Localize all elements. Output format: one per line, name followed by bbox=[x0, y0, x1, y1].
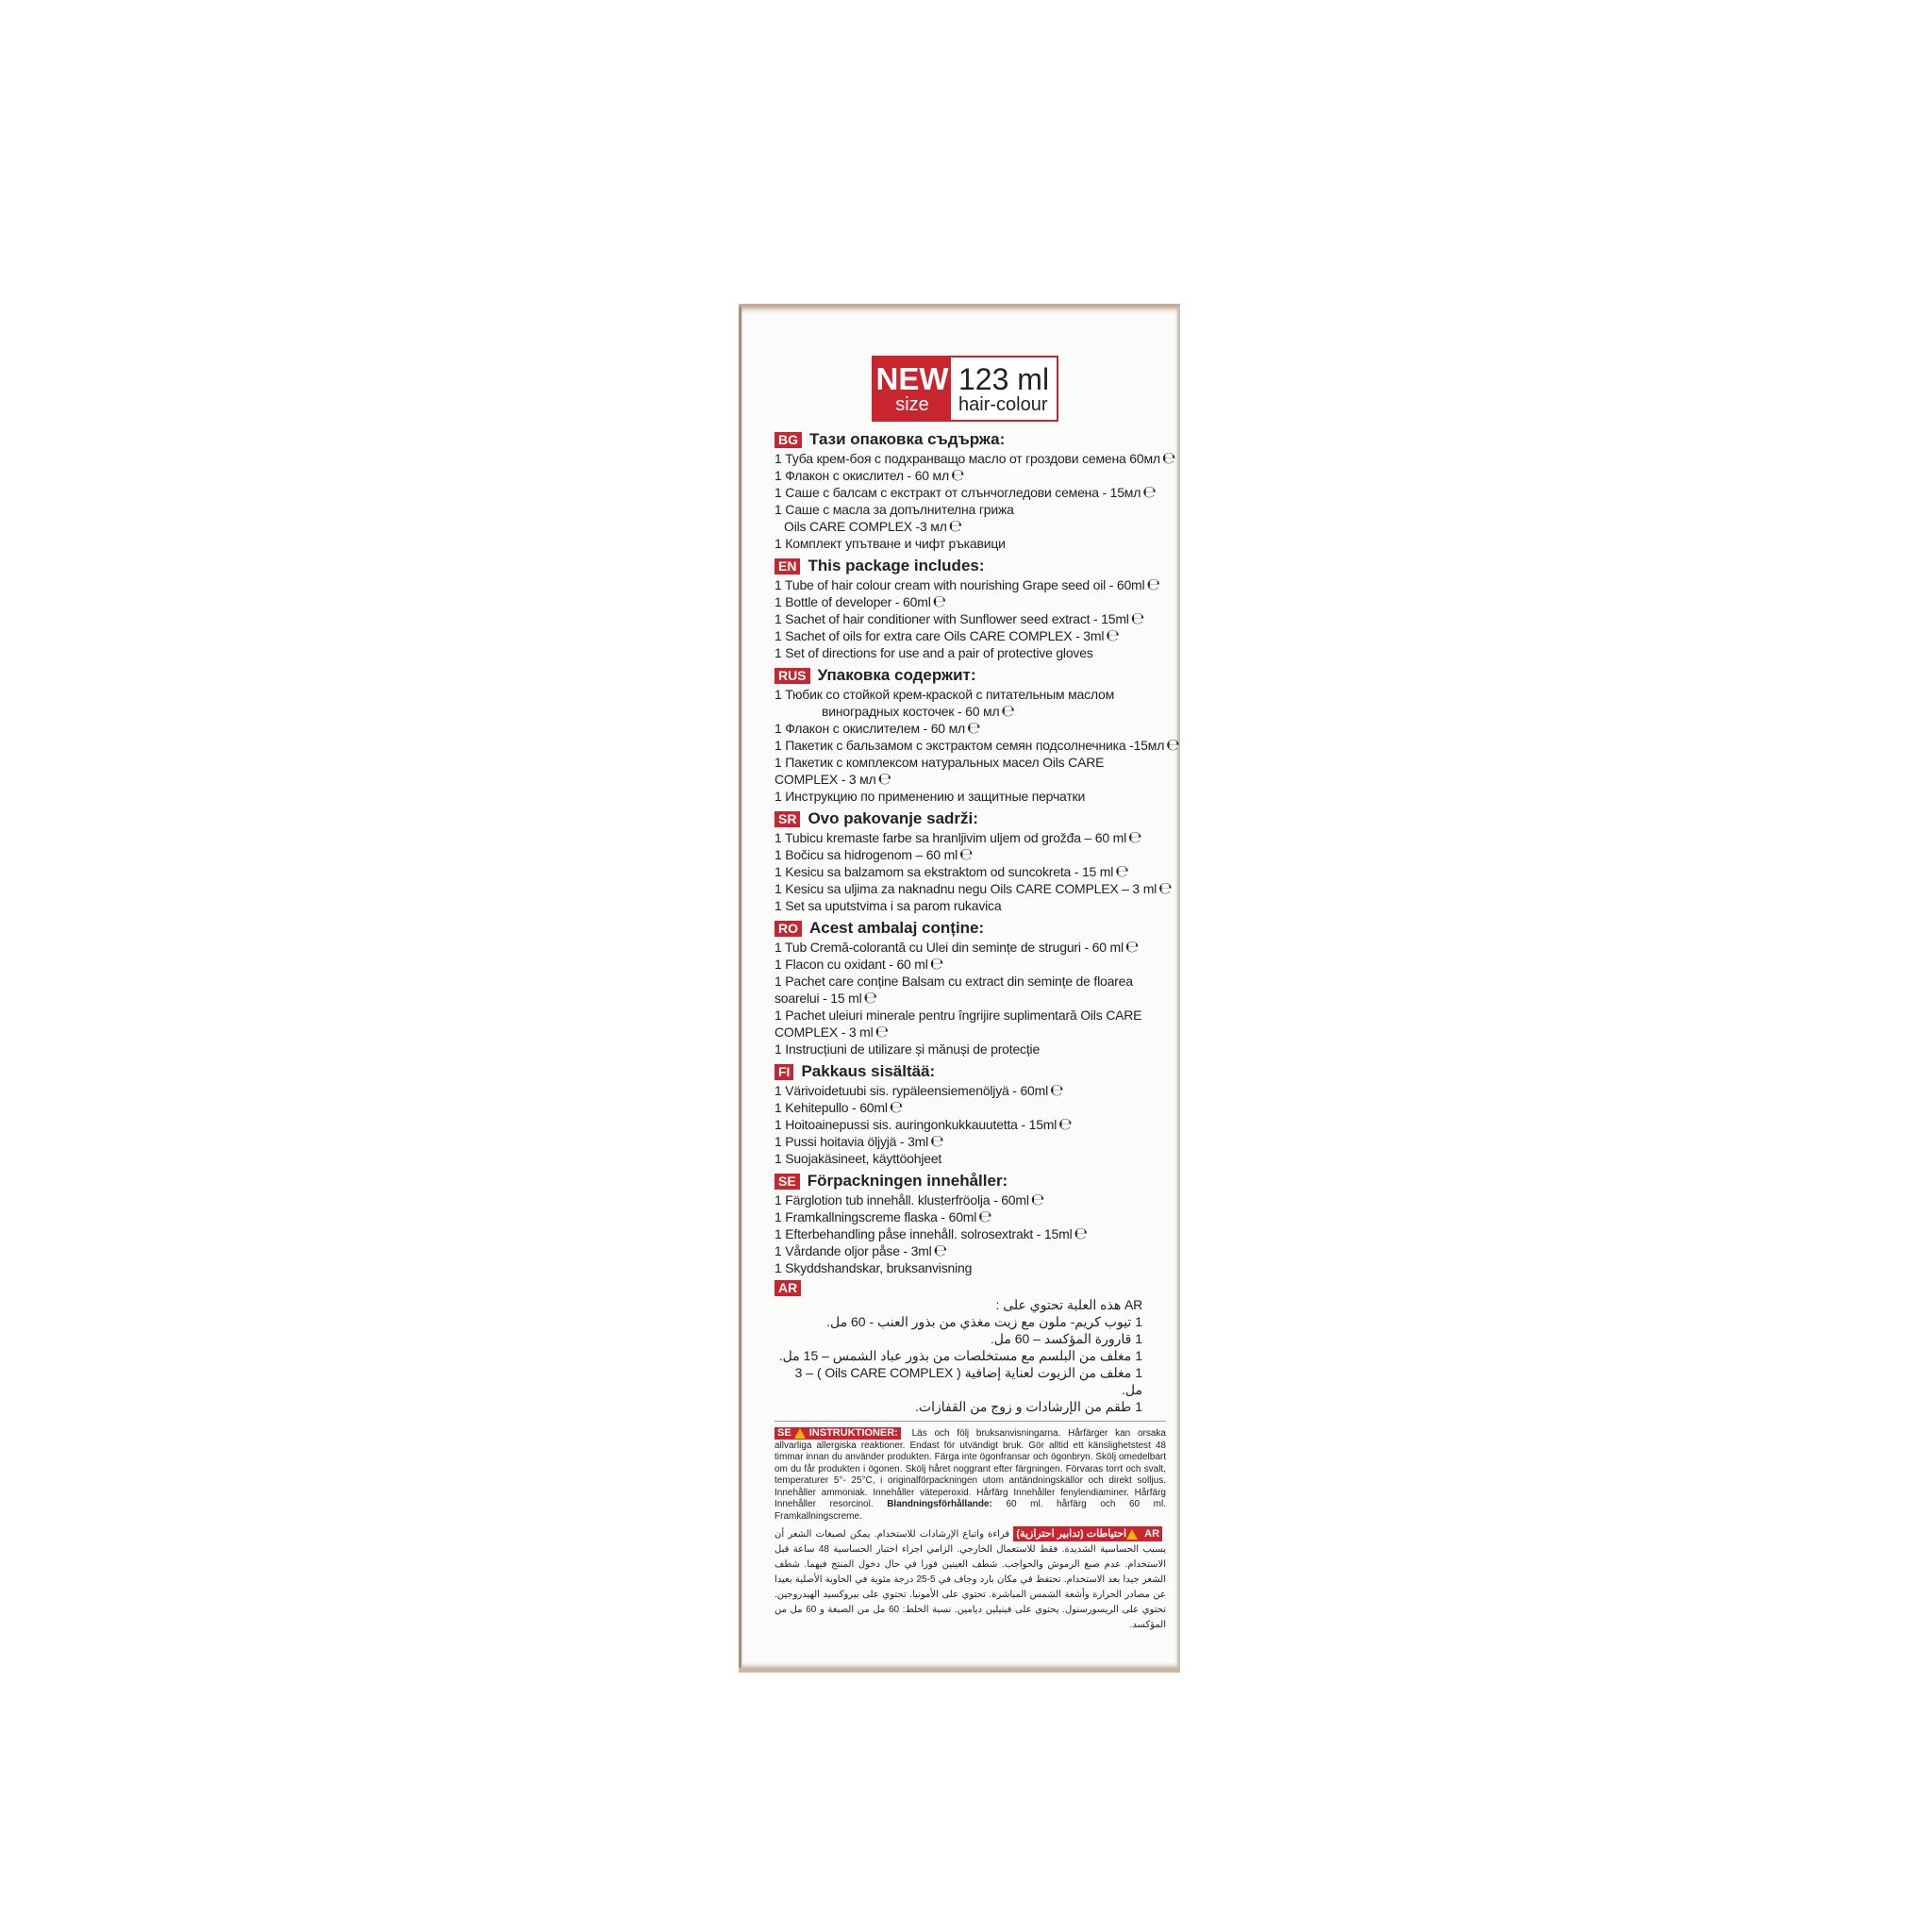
estimated-sign-icon: ℮ bbox=[1161, 449, 1176, 468]
section-ar bbox=[774, 1280, 1166, 1415]
warning-se-tag: SE INSTRUKTIONER: bbox=[774, 1427, 901, 1440]
list-item: 1 Kesicu sa uljima za naknadnu negu Oils CARE COMPLEX – 3 ml ℮ bbox=[774, 879, 1173, 898]
list-item: 1 Instrucțiuni de utilizare și mănuși de protecție bbox=[774, 1041, 1041, 1057]
estimated-sign-icon: ℮ bbox=[966, 719, 981, 738]
list-item: 1 Пакетик с бальзамом с экстрактом семян подсолнечника -15мл ℮ bbox=[774, 736, 1180, 755]
lang-tag-se: SE bbox=[774, 1174, 800, 1190]
list-item: 1 طقم من الإرشادات و زوج من القفازات. bbox=[915, 1399, 1142, 1414]
badge-new-text: NEW bbox=[875, 361, 949, 396]
estimated-sign-icon: ℮ bbox=[877, 770, 891, 789]
box-bottom-edge bbox=[739, 1668, 1180, 1673]
list-item: COMPLEX - 3 ml ℮ bbox=[774, 1023, 889, 1041]
list-item: 1 Инструкцию по применению и защитные перчатки bbox=[774, 789, 1086, 804]
section-bg bbox=[774, 429, 1176, 552]
list-item: 1 Tub Cremă-colorantă cu Ulei din semințe de struguri - 60 ml ℮ bbox=[774, 938, 1140, 957]
list-item: 1 مغلف من البلسم مع مستخلصات من بذور عباد الشمس – 15 مل. bbox=[778, 1348, 1142, 1363]
estimated-sign-icon: ℮ bbox=[1001, 702, 1015, 721]
estimated-sign-icon: ℮ bbox=[948, 517, 962, 536]
lang-tag-bg: BG bbox=[774, 432, 802, 448]
list-item: 1 Туба крем-боя с подхранващо масло от гроздови семена 60мл ℮ bbox=[774, 449, 1176, 468]
estimated-sign-icon: ℮ bbox=[1146, 575, 1160, 594]
estimated-sign-icon: ℮ bbox=[1130, 609, 1145, 628]
list-item: 1 Efterbehandling påse innehåll. solrosextrakt - 15ml ℮ bbox=[774, 1224, 1088, 1243]
estimated-sign-icon: ℮ bbox=[1106, 626, 1120, 645]
list-item: 1 Саше с масла за допълнителна грижа bbox=[774, 502, 1014, 517]
warning-triangle-icon bbox=[794, 1428, 806, 1439]
estimated-sign-icon: ℮ bbox=[1166, 736, 1180, 755]
estimated-sign-icon: ℮ bbox=[874, 1023, 889, 1041]
estimated-sign-icon: ℮ bbox=[929, 955, 944, 974]
lang-tag-fi: FI bbox=[774, 1064, 793, 1080]
list-item: 1 Sachet of oils for extra care Oils CARE COMPLEX - 3ml ℮ bbox=[774, 626, 1120, 645]
section-rus bbox=[774, 665, 1180, 805]
list-item: 1 Sachet of hair conditioner with Sunflower seed extract - 15ml ℮ bbox=[774, 609, 1145, 628]
lang-tag-ro: RO bbox=[774, 921, 802, 937]
section-title-fi: Pakkaus sisältää: bbox=[801, 1062, 936, 1080]
section-title-se: Förpackningen innehåller: bbox=[807, 1172, 1008, 1190]
list-item: 1 Färglotion tub innehåll. klusterfröolja - 60ml ℮ bbox=[774, 1191, 1045, 1209]
section-sr bbox=[774, 808, 1173, 914]
list-item: 1 Bočicu sa hidrogenom – 60 ml ℮ bbox=[774, 845, 974, 864]
list-item: Oils CARE COMPLEX -3 мл ℮ bbox=[784, 517, 962, 536]
estimated-sign-icon: ℮ bbox=[959, 845, 974, 864]
mixing-ratio-text: 60 ml. hårfärg och 60 ml. Framkallningscreme. bbox=[774, 1499, 1167, 1522]
section-ro bbox=[774, 918, 1166, 1058]
lang-tag-sr: SR bbox=[774, 811, 800, 827]
list-item: 1 تيوب كريم- ملون مع زيت مغذي من بذور العنب - 60 مل. bbox=[826, 1314, 1142, 1329]
estimated-sign-icon: ℮ bbox=[1142, 483, 1157, 502]
list-item: 1 Kehitepullo - 60ml ℮ bbox=[774, 1098, 904, 1117]
product-box-side-panel bbox=[739, 307, 1180, 1670]
lang-tag-rus: RUS bbox=[774, 668, 810, 684]
estimated-sign-icon: ℮ bbox=[1124, 938, 1140, 957]
lang-tag-en: EN bbox=[774, 558, 800, 575]
list-item: 1 Hoitoainepussi sis. auringonkukkauutetta - 15ml ℮ bbox=[774, 1115, 1073, 1134]
list-item: 1 Vårdande oljor påse - 3ml ℮ bbox=[774, 1241, 947, 1260]
estimated-sign-icon: ℮ bbox=[1158, 879, 1173, 898]
list-item: 1 Värivoidetuubi sis. rypäleensiemenöljyä - 60ml ℮ bbox=[774, 1081, 1064, 1100]
section-se bbox=[774, 1171, 1166, 1276]
badge-volume-block bbox=[951, 358, 1057, 420]
warning-se-text: Läs och följ bruksanvisningarna. Hårfärger kan orsaka allvarliga allergiska reaktioner. Endast för utvändigt bruk. Gör alltid ett känslighetstest 48 timmar innan du använder produkten. Färga inte ögonfransar och ögonbryn. Skölj omedelbart om du får produkten i ögonen. Skölj håret noggrant efter färgningen. Förvaras torrt och svalt, temperaturer 5°- 25°C, i originalförpackningen utom antändningskällor och direkt solljus. Innehåller ammoniak. Innehåller väteperoxid. Hårfärg Innehåller fenylendiaminer. Hårfärg Innehåller resorcinol. bbox=[774, 1428, 1166, 1509]
list-item: 1 مغلف من الزيوت لعناية إضافية ( Oils CARE COMPLEX ) – 3 مل. bbox=[794, 1365, 1142, 1397]
section-en bbox=[774, 556, 1166, 661]
list-item: 1 Pachet uleiuri minerale pentru îngrijire suplimentară Oils CARE bbox=[774, 1008, 1142, 1023]
list-item: 1 Тюбик со стойкой крем-краской с питательным маслом bbox=[774, 687, 1115, 702]
list-item: 1 Set sa uputstvima i sa parom rukavica bbox=[774, 898, 1002, 913]
estimated-sign-icon: ℮ bbox=[889, 1098, 904, 1117]
estimated-sign-icon: ℮ bbox=[932, 592, 946, 611]
list-item: 1 Саше с балсам с екстракт от слънчогледови семена - 15мл ℮ bbox=[774, 483, 1157, 502]
new-size-label bbox=[874, 358, 951, 420]
list-item: COMPLEX - 3 мл ℮ bbox=[774, 770, 891, 789]
warning-ar-text: قراءة واتباع الإرشادات للاستخدام. يمكن لصبغات الشعر أن يسبب الحساسية الشديدة. فقط للاستعمال الخارجي. الزامي اجراء اختبار الحساسية 48 ساعة قبل الاستخدام. عدم صبغ الرموش والحواجب. شطف العينين فورا في حال دخول المنتج فيهما. شطف الشعر جيدا بعد الاستخدام. تحتفظ في مكان بارد وجاف في 5-25 درجة مئوية في الحاوية الأصلية بعيدا عن مصادر الحرارة وأشعة الشمس المباشرة. تحتوي على الأمونيا. تحتوي على بيروكسيد الهيدروجين. تحتوي على الريسورسنول. يحتوي على فينيلين ديامين. نسبة الخلط: 60 مل من الصبغة و 60 مل من المؤكسد. bbox=[774, 1529, 1166, 1630]
section-title-bg: Тази опаковка съдържа: bbox=[809, 430, 1006, 448]
estimated-sign-icon: ℮ bbox=[1030, 1191, 1045, 1209]
list-item: 1 Kesicu sa balzamom sa ekstraktom od suncokreta - 15 ml ℮ bbox=[774, 862, 1129, 881]
new-size-badge bbox=[872, 356, 1058, 422]
list-item: 1 Pussi hoitavia öljyjä - 3ml ℮ bbox=[774, 1132, 944, 1151]
list-item: 1 Set of directions for use and a pair of protective gloves bbox=[774, 645, 1093, 660]
list-item: 1 Пакетик с комплексом натуральных масел Oils CARE bbox=[774, 755, 1105, 770]
estimated-sign-icon: ℮ bbox=[1074, 1224, 1088, 1243]
warning-se bbox=[774, 1427, 1166, 1523]
list-item: AR هذه العلبة تحتوي على : bbox=[995, 1297, 1142, 1312]
warning-triangle-icon bbox=[1126, 1529, 1138, 1540]
list-item: 1 Pachet care conține Balsam cu extract din semințe de floarea bbox=[774, 974, 1133, 989]
divider bbox=[774, 1421, 1166, 1422]
estimated-sign-icon: ℮ bbox=[863, 989, 877, 1008]
list-item: 1 قارورة المؤكسد – 60 مل. bbox=[990, 1331, 1142, 1346]
section-title-sr: Ovo pakovanje sadrži: bbox=[808, 809, 978, 827]
estimated-sign-icon: ℮ bbox=[978, 1208, 992, 1226]
estimated-sign-icon: ℮ bbox=[930, 1132, 944, 1151]
warning-ar bbox=[774, 1526, 1166, 1633]
badge-volume: 123 ml bbox=[958, 362, 1050, 396]
list-item: 1 Flacon cu oxidant - 60 ml ℮ bbox=[774, 955, 944, 974]
arabic-list bbox=[774, 1296, 1166, 1415]
list-item: 1 Tube of hair colour cream with nourishing Grape seed oil - 60ml ℮ bbox=[774, 575, 1160, 594]
badge-size-word: size bbox=[895, 394, 929, 415]
list-item: 1 Tubicu kremaste farbe sa hranljivim uljem od grožđa – 60 ml ℮ bbox=[774, 828, 1142, 847]
list-item: 1 Suojakäsineet, käyttöohjeet bbox=[774, 1151, 942, 1166]
estimated-sign-icon: ℮ bbox=[1115, 862, 1129, 881]
section-title-ro: Acest ambalaj conține: bbox=[809, 919, 985, 937]
estimated-sign-icon: ℮ bbox=[1058, 1115, 1073, 1134]
list-item: 1 Комплект упътване и чифт ръкавици bbox=[774, 536, 1006, 551]
section-title-en: This package includes: bbox=[808, 557, 985, 575]
warning-ar-tag: AR احتياطات (تدابير احترازية) bbox=[1013, 1526, 1162, 1541]
badge-product: hair-colour bbox=[958, 394, 1048, 415]
estimated-sign-icon: ℮ bbox=[1127, 828, 1142, 847]
package-contents bbox=[774, 429, 1180, 1633]
list-item: 1 Bottle of developer - 60ml ℮ bbox=[774, 592, 946, 611]
lang-tag-ar: AR bbox=[774, 1280, 801, 1296]
list-item: виноградных косточек - 60 мл ℮ bbox=[822, 702, 1015, 721]
list-item: 1 Флакон с окислител - 60 мл ℮ bbox=[774, 466, 965, 485]
list-item: 1 Framkallningscreme flaska - 60ml ℮ bbox=[774, 1208, 992, 1226]
list-item: 1 Флакон с окислителем - 60 мл ℮ bbox=[774, 719, 981, 738]
mixing-ratio-label: Blandningsförhållande: bbox=[887, 1499, 992, 1509]
estimated-sign-icon: ℮ bbox=[1050, 1081, 1064, 1100]
list-item: soarelui - 15 ml ℮ bbox=[774, 989, 877, 1008]
section-title-rus: Упаковка содержит: bbox=[817, 666, 976, 684]
estimated-sign-icon: ℮ bbox=[933, 1241, 947, 1260]
list-item: 1 Skyddshandskar, bruksanvisning bbox=[774, 1260, 973, 1275]
estimated-sign-icon: ℮ bbox=[950, 466, 965, 485]
section-fi bbox=[774, 1061, 1166, 1167]
